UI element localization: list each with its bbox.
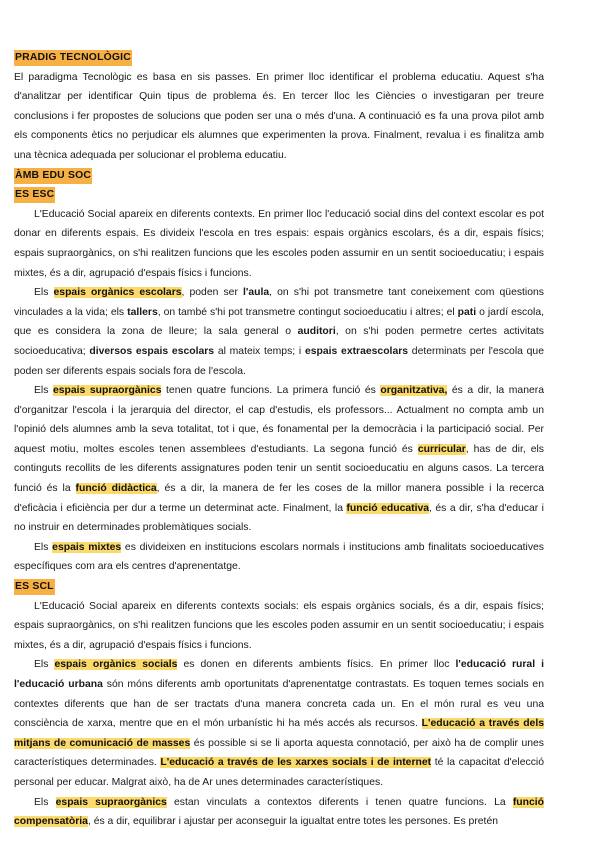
heading-amb-edu-soc: ÀMB EDU SOC <box>14 168 92 184</box>
highlight-espais-organics-socials: espais orgànics socials <box>54 659 178 671</box>
highlight-curricular: curricular <box>417 443 466 455</box>
paragraph-esc-intro: L'Educació Social apareix en diferents contexts. En primer lloc l'educació social dins del context escolar es pot donar en diferents espais. Es divideix l'escola en tres espais: espais orgànics escolars, és a dir, espais físics; espais supraorgànics, on s'hi realitzen funcions que les escoles poden assumir en un sentit socioeducatiu; i espais mixtes, és a dir, agrupació d'espais físics i funcions. <box>14 208 544 279</box>
paragraph-organic-spaces: Els espais orgànics escolars, poden ser l'aula, on s'hi pot transmetre tant coneixement com qüestions vinculades a la vida; els tallers, on també s'hi pot transmetre contingut socioeducatiu i altres; el pati o jardí escola, que es considera la zona de lleure; la sala general o auditori, on s'hi poden permetre certes activitats socioeducativa; diversos espais escolars al mateix temps; i espais extraescolars determinats per l'escola que poden ser diferents espais socials fora de l'escola. <box>14 287 544 377</box>
highlight-funcio-educativa: funció educativa <box>346 502 430 514</box>
highlight-espais-mixtes: espais mixtes <box>52 541 122 553</box>
highlight-espais-supraorganics: espais supraorgànics <box>52 385 162 397</box>
highlight-xarxes-socials: L'educació a través de les xarxes socials i de internet <box>160 757 432 769</box>
paragraph-scl-intro: L'Educació Social apareix en diferents contexts socials: els espais orgànics socials, és a dir, espais físics; espais supraorgànics, on s'hi realitzen funcions que les escoles poden assumir en un sentit socioeducatiu; i espais mixtes, és a dir, agrupació d'espais físics i funcions. <box>14 600 544 651</box>
highlight-espais-organics-escolars: espais orgànics escolars <box>53 287 182 299</box>
paragraph-supraorganic-social: Els espais supraorgànics estan vinculats a contextos diferents i tenen quatre funcions. La funció compensatòria, és a dir, equilibrar i ajustar per aconseguir la igualtat entre totes les persones. Es pretén <box>14 796 545 828</box>
highlight-funcio-compensatoria: funció compensatòria <box>14 796 545 828</box>
paragraph-pradig: El paradigma Tecnològic es basa en sis passes. En primer lloc identificar el problema educatiu. Aquest s'ha d'analitzar per identificar Quin tipus de problema és. En tercer lloc les Ciències o investigaran per treure conclusions i fer propostes de solucions que poden ser una o més d'una. A continuació es fa una prova pilot amb els components ètics no perjudicar els alumnes que experimenten la prova. Finalment, revalua i es finalitza amb una tècnica adequada per solucionar el problema educatiu. <box>14 71 544 161</box>
highlight-mitjans-comunicacio: L'educació a través dels mitjans de comunicació de masses <box>14 718 544 749</box>
highlight-organitzativa: organitzativa, <box>380 385 448 397</box>
paragraph-supraorganic-spaces: Els espais supraorgànics tenen quatre funcions. La primera funció és organitzativa, és a dir, la manera d'organitzar l'escola i la jerarquia del director, el cap d'estudis, els professors... Actualment no compta amb un l'opinió dels alumnes amb la seva totalitat, tot i que, és fonamental per la democràcia i la participació social. Per aquest motiu, moltes escoles tenen assemblees d'estudiants. La segona funció és curricular, has de dir, els continguts recollits de les diferents assignatures poden tenir un sentit socioeducatiu en alguns casos. La tercera funció és la funció didàctica, és a dir, la manera de fer les coses de la millor manera possible i la recerca d'eficàcia i eficiència per dur a terme un determinat acte. Finalment, la funció educativa, és a dir, s'ha d'educar i no instruir en determinades problemàtiques socials. <box>14 385 544 534</box>
highlight-espais-supraorganics-socials: espais supraorgànics <box>55 796 167 808</box>
paragraph-organic-social-spaces: Els espais orgànics socials es donen en diferents ambients físics. En primer lloc l'educació rural i l'educació urbana són móns diferents amb oportunitats d'aprenentatge contrastats. Es toquen temes socials en contextes diferents que han de ser tractats d'una manera concreta cada un. En el món rural es veu una consciència de xarxa, mentre que en el món urbanístic hi ha més accés als recursos. L'educació a través dels mitjans de comunicació de masses és possible si se li aporta aquesta connotació, per això ha de complir unes característiques determinades. L'educació a través de les xarxes socials i de internet té la capacitat d'elecció personal per educar. Malgrat això, ha de Ar unes determinades característiques. <box>14 659 545 788</box>
heading-es-scl: ES SCL <box>14 579 55 595</box>
paragraph-mixed-spaces: Els espais mixtes es divideixen en institucions escolars normals i institucions amb finalitats socioeducatives específiques com ara els centres d'aprenentatge. <box>14 541 544 573</box>
heading-pradig: PRADIG TECNOLÒGIC <box>14 50 132 66</box>
heading-es-esc: ES ESC <box>14 187 55 203</box>
document-page <box>14 48 544 832</box>
highlight-funcio-didactica: funció didàctica <box>75 483 157 495</box>
